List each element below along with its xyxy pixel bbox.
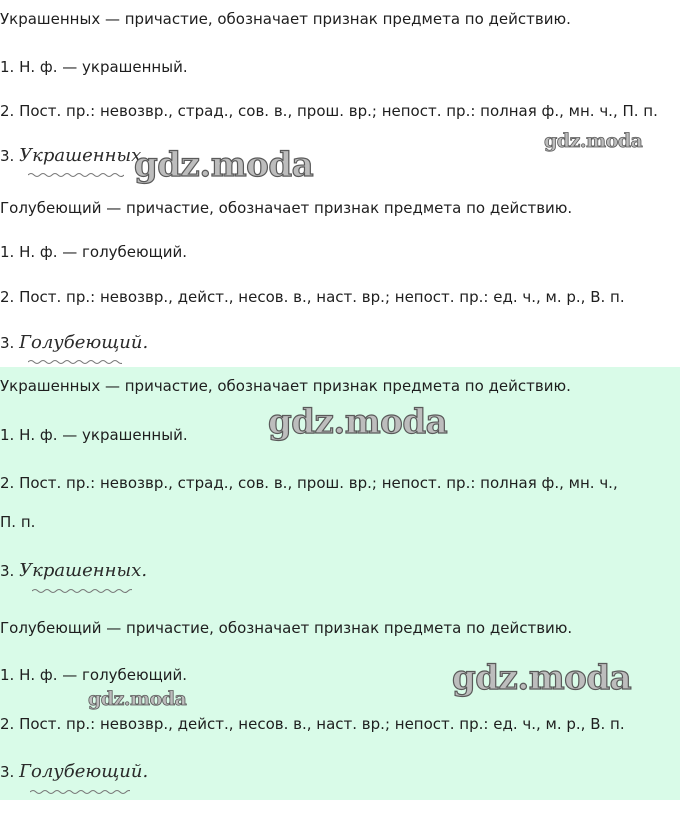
section2-item3-number: 3. (0, 334, 15, 352)
watermark-logo: gdz.moda (268, 402, 448, 442)
watermark-logo: gdz.moda (452, 658, 632, 698)
wavy-underline (32, 588, 132, 594)
section4-item3-number: 3. (0, 763, 15, 781)
watermark-logo: gdz.moda (544, 130, 643, 152)
section3-item3-word: Украшенных. (19, 560, 148, 581)
section1-item3-word: Украшенных. (19, 145, 148, 166)
section4-item3 (0, 761, 148, 782)
section2-item2: 2. Пост. пр.: невозвр., дейст., несов. в., наст. вр.; непост. пр.: ед. ч., м. р., В. п. (0, 288, 625, 306)
section1-item2: 2. Пост. пр.: невозвр., страд., сов. в., прош. вр.; непост. пр.: полная ф., мн. ч., П. п. (0, 102, 658, 120)
watermark-logo: gdz.moda (134, 145, 314, 185)
section2-item3-word: Голубеющий. (19, 332, 149, 353)
section4-item1: 1. Н. ф. — голубеющий. (0, 666, 188, 684)
section1-item1: 1. Н. ф. — украшенный. (0, 58, 188, 76)
section1-item3 (0, 145, 147, 166)
section4-item3-word: Голубеющий. (19, 761, 149, 782)
section2-item1: 1. Н. ф. — голубеющий. (0, 243, 188, 261)
section3-item2-line2: П. п. (0, 513, 36, 531)
section3-item2-line1: 2. Пост. пр.: невозвр., страд., сов. в., прош. вр.; непост. пр.: полная ф., мн. ч., (0, 474, 618, 492)
wavy-underline (30, 789, 130, 795)
section1-heading: Украшенных — причастие, обозначает признак предмета по действию. (0, 10, 571, 28)
section3-item3 (0, 560, 147, 581)
section3-item1: 1. Н. ф. — украшенный. (0, 426, 188, 444)
section4-item2: 2. Пост. пр.: невозвр., дейст., несов. в., наст. вр.; непост. пр.: ед. ч., м. р., В. п. (0, 715, 625, 733)
section2-item3 (0, 332, 148, 353)
section1-item3-number: 3. (0, 147, 15, 165)
wavy-underline (28, 172, 124, 178)
section3-item3-number: 3. (0, 562, 15, 580)
section2-heading: Голубеющий — причастие, обозначает признак предмета по действию. (0, 199, 573, 217)
wavy-underline (28, 359, 122, 365)
watermark-logo: gdz.moda (88, 688, 187, 710)
section3-heading: Украшенных — причастие, обозначает признак предмета по действию. (0, 377, 571, 395)
section4-heading: Голубеющий — причастие, обозначает признак предмета по действию. (0, 619, 573, 637)
